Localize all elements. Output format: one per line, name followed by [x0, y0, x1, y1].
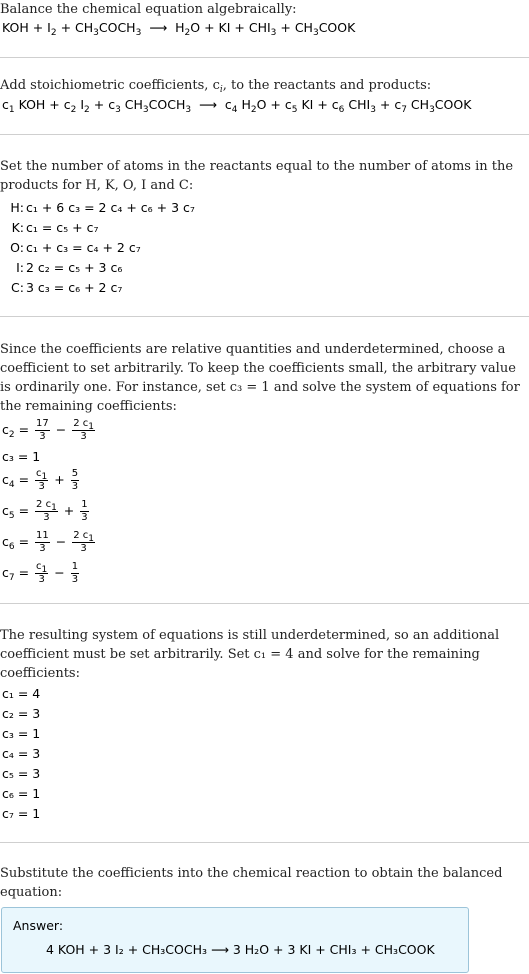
equation-K: K: c₁ = c₅ + c₇: [11, 220, 99, 235]
value-c5: c₅ = 3: [2, 766, 41, 781]
solution-c4: $c_4$ = $\frac{c_1}{3}$ + $\frac{5}{3}$: [2, 468, 79, 492]
solution-c3: c₃ = 1: [2, 449, 41, 464]
intro-second-arbitrary: The resulting system of equations is still underdetermined, so an additional coefficient must be set arbitrarily. Set c₁ = 4 and solve for the remaining coefficients:: [0, 628, 500, 681]
value-c2: c₂ = 3: [2, 706, 41, 721]
balanced-equation: 4 KOH + 3 I₂ + CH₃COCH₃ ⟶ 3 H₂O + 3 KI + CHI₃ + CH₃COOK: [46, 942, 435, 957]
value-c6: c₆ = 1: [2, 786, 41, 801]
divider: [0, 316, 529, 317]
solution-c7: $c_7$ = $\frac{c_1}{3}$ − $\frac{1}{3}$: [2, 561, 79, 585]
divider: [0, 603, 529, 604]
value-c3: c₃ = 1: [2, 726, 41, 741]
equation-H: H: c₁ + 6 c₃ = 2 c₄ + c₆ + 3 c₇: [10, 200, 195, 215]
intro-arbitrary: Since the coefficients are relative quantities and underdetermined, choose a coefficient to set arbitrarily. To keep the coefficients small, the arbitrary value is ordinarily one. For instance, set c₃ = 1 and solve the system of equations for the remaining coefficients:: [0, 342, 520, 414]
unbalanced-equation: KOH + $I_2$ + $CH_3COCH_3$ ⟶ $H_2O$ + KI + $CHI_3$ + $CH_3COOK$: [2, 20, 356, 38]
solution-c2: $c_2$ = $\frac{17}{3}$ − $\frac{2 c_1}{3}$: [2, 418, 94, 442]
divider: [0, 57, 529, 58]
value-c7: c₇ = 1: [2, 806, 41, 821]
equation-I: I: 2 c₂ = c₅ + 3 c₆: [16, 260, 123, 275]
answer-label: Answer:: [13, 918, 64, 933]
equation-C: C: 3 c₃ = c₆ + 2 c₇: [11, 280, 123, 295]
intro-coefficients: Add stoichiometric coefficients, $c_i$, to the reactants and products:: [0, 78, 432, 95]
coefficient-equation: $c_1$ KOH + $c_2$ $I_2 + c_3$ $CH_3COCH_3$ ⟶ $c_4$ $H_2O + c_5$ KI + $c_6$ $CHI_3 + c_7$ $CH_3COOK$: [2, 97, 472, 115]
value-c4: c₄ = 3: [2, 746, 41, 761]
equation-O: O: c₁ + c₃ = c₄ + 2 c₇: [10, 240, 141, 255]
solution-c5: $c_5$ = $\frac{2 c_1}{3}$ + $\frac{1}{3}$: [2, 499, 88, 523]
answer-box: [1, 907, 469, 973]
divider: [0, 842, 529, 843]
intro-atom-balance: Set the number of atoms in the reactants equal to the number of atoms in the products for H, K, O, I and C:: [0, 159, 514, 193]
intro-balance: Balance the chemical equation algebraically:: [0, 2, 297, 17]
solution-c6: $c_6$ = $\frac{11}{3}$ − $\frac{2 c_1}{3}$: [2, 530, 94, 554]
divider: [0, 134, 529, 135]
intro-substitute: Substitute the coefficients into the chemical reaction to obtain the balanced equation:: [0, 866, 503, 900]
value-c1: c₁ = 4: [2, 686, 41, 701]
